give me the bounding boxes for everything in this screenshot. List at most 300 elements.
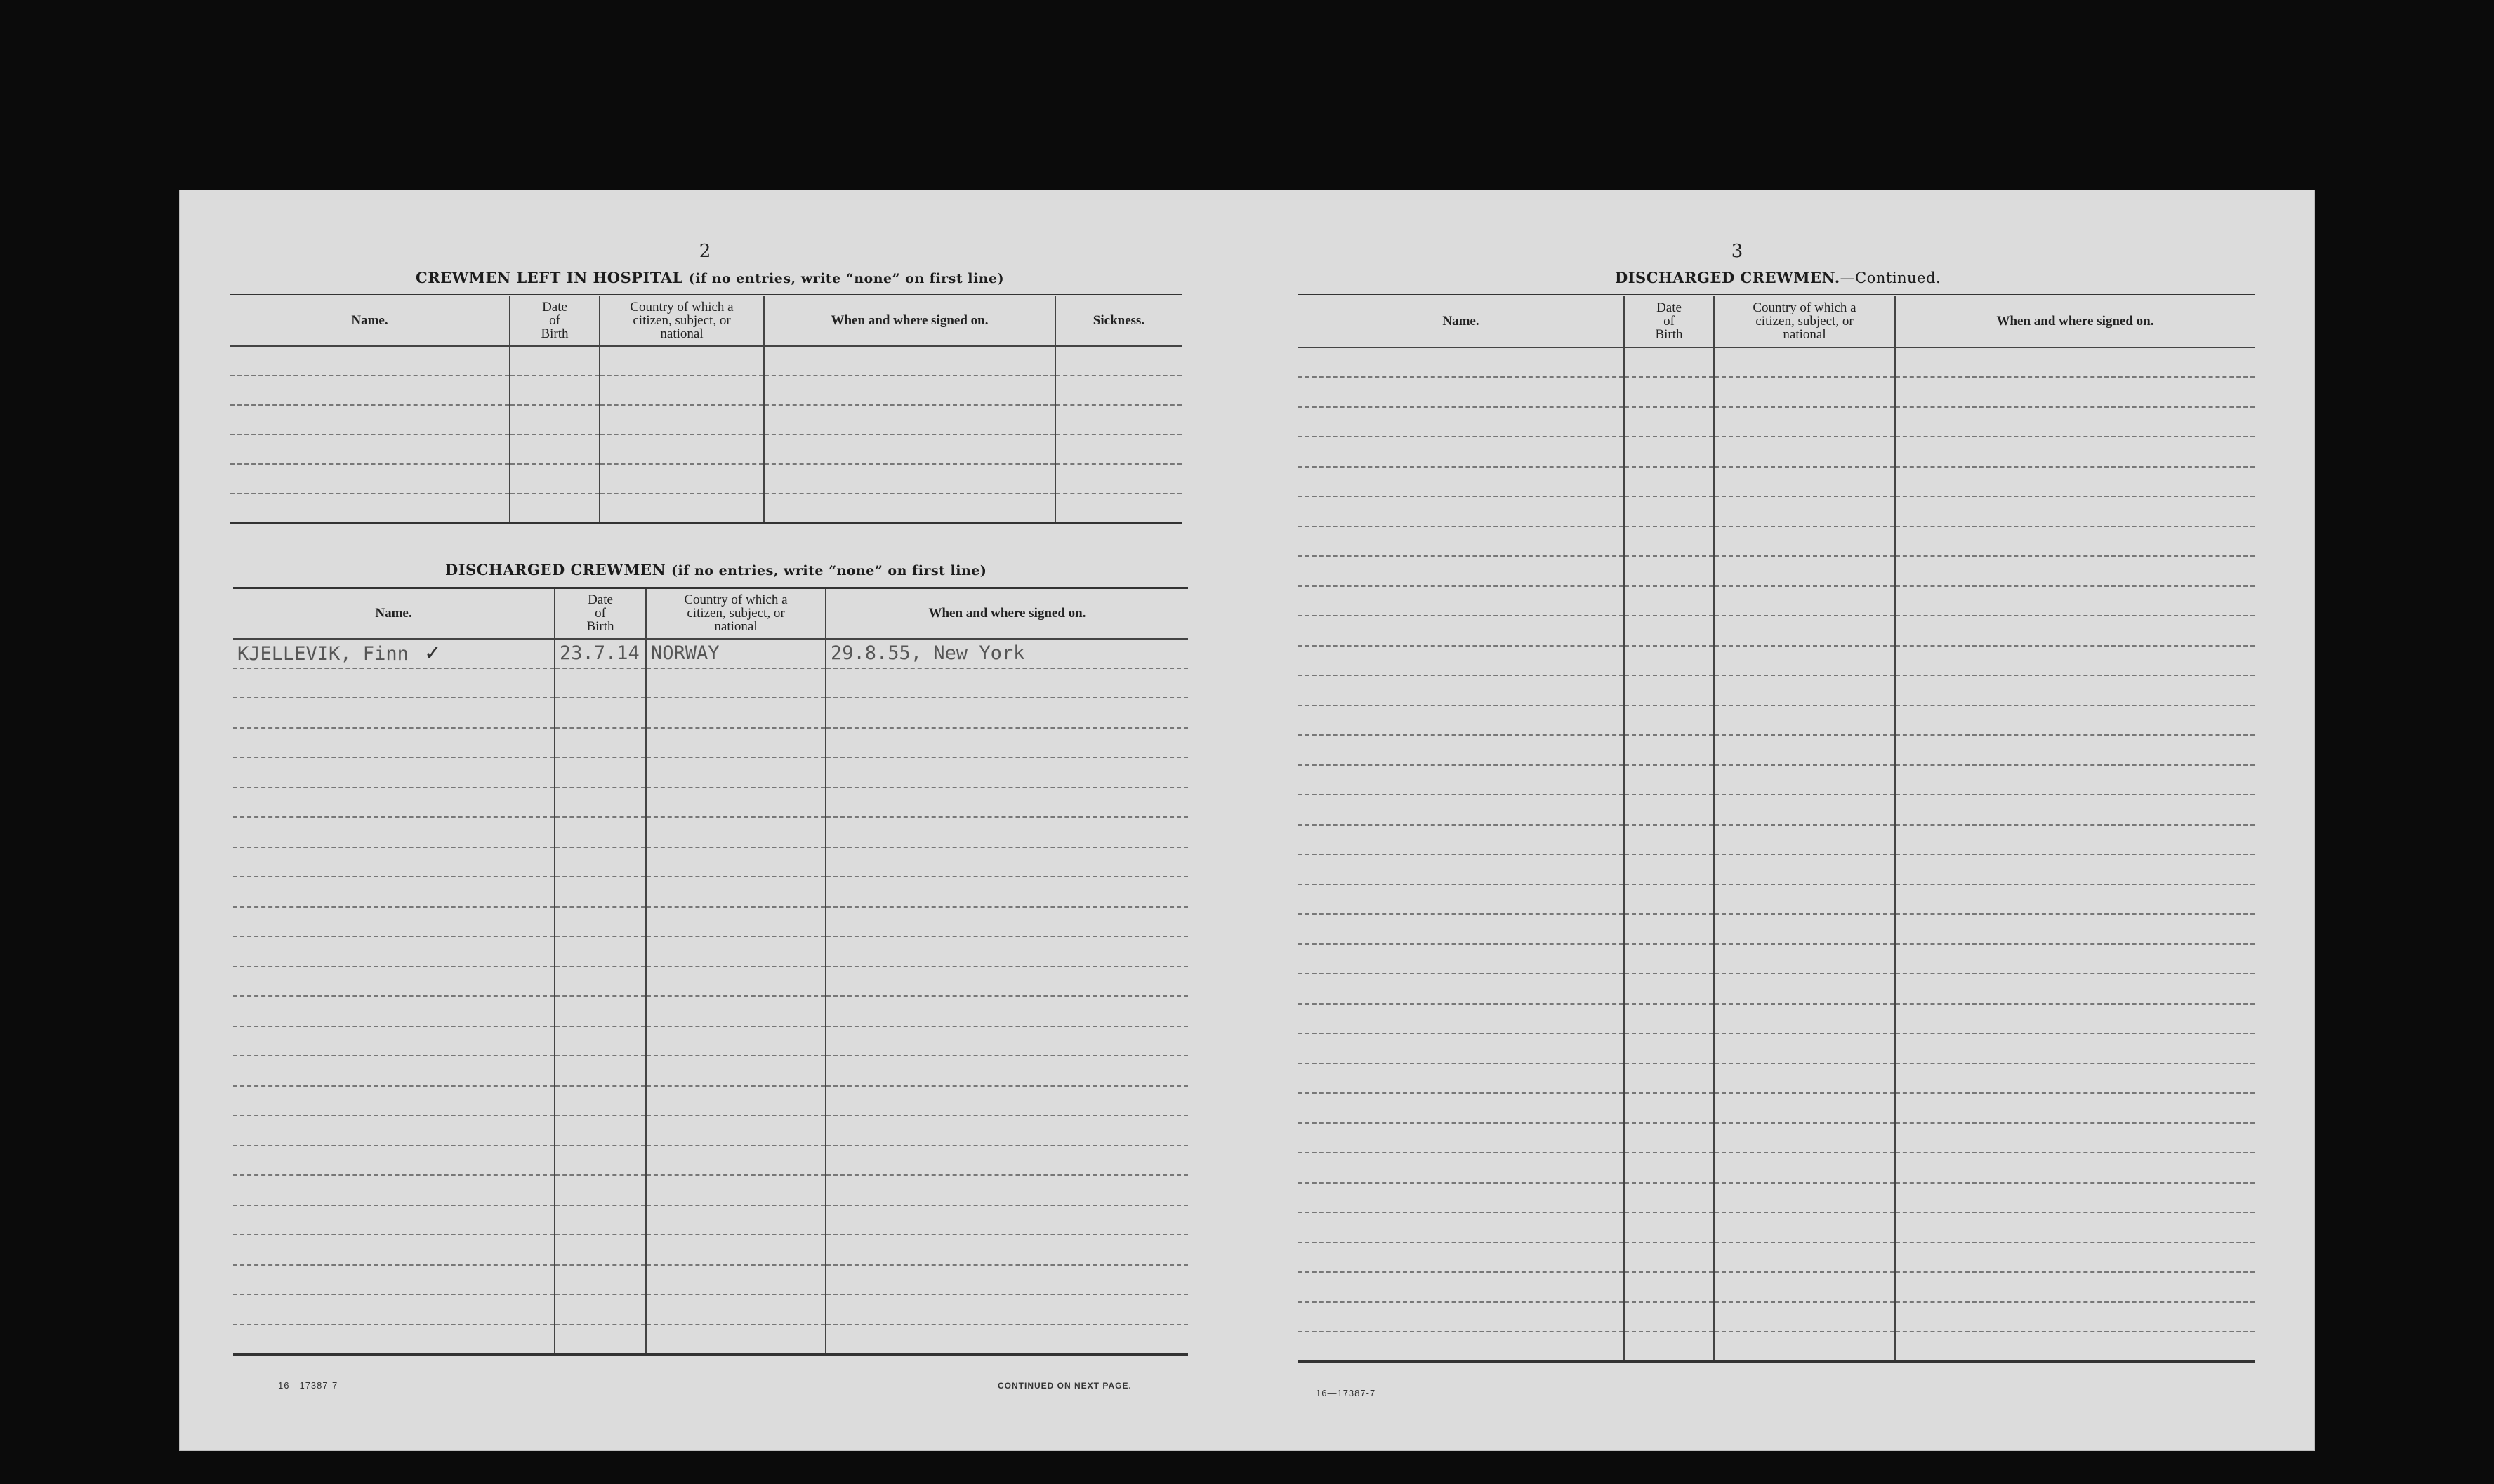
empty-cell bbox=[1714, 496, 1895, 526]
empty-cell bbox=[233, 967, 555, 997]
form-code: 16—17387-7 bbox=[1316, 1388, 1376, 1398]
table-row bbox=[1298, 825, 2255, 855]
empty-cell bbox=[1714, 377, 1895, 407]
table-row bbox=[1298, 1123, 2255, 1153]
col-header-name: Name. bbox=[233, 588, 555, 639]
empty-cell bbox=[555, 1205, 646, 1235]
empty-cell bbox=[1624, 1004, 1714, 1034]
empty-cell bbox=[826, 847, 1188, 877]
page-number: 2 bbox=[699, 241, 711, 262]
empty-cell bbox=[1624, 467, 1714, 497]
table-row bbox=[233, 668, 1188, 698]
empty-cell bbox=[826, 1235, 1188, 1265]
empty-cell bbox=[1055, 346, 1182, 376]
empty-cell bbox=[1298, 437, 1624, 467]
empty-cell bbox=[1298, 1033, 1624, 1064]
empty-cell bbox=[1298, 974, 1624, 1004]
table-row bbox=[1298, 1243, 2255, 1273]
empty-cell bbox=[1895, 1004, 2255, 1034]
page-number: 3 bbox=[1731, 241, 1743, 262]
table-row bbox=[1298, 496, 2255, 526]
empty-cell bbox=[233, 757, 555, 788]
table-row bbox=[1298, 1212, 2255, 1243]
empty-cell bbox=[1624, 407, 1714, 437]
table-row bbox=[230, 464, 1182, 493]
empty-cell bbox=[1624, 496, 1714, 526]
empty-cell bbox=[1895, 1183, 2255, 1213]
empty-cell bbox=[646, 847, 826, 877]
table-row bbox=[1298, 765, 2255, 795]
empty-cell bbox=[1298, 556, 1624, 586]
empty-cell bbox=[826, 996, 1188, 1026]
empty-cell bbox=[1895, 1212, 2255, 1243]
empty-cell bbox=[555, 1056, 646, 1086]
empty-cell bbox=[230, 346, 510, 376]
table-row bbox=[1298, 1272, 2255, 1302]
empty-cell bbox=[1714, 1123, 1895, 1153]
empty-cell bbox=[555, 788, 646, 818]
title-continued: —Continued. bbox=[1840, 270, 1941, 286]
empty-cell bbox=[1055, 493, 1182, 523]
table-row bbox=[233, 967, 1188, 997]
discharged-section-title bbox=[445, 561, 987, 578]
empty-cell bbox=[233, 877, 555, 907]
empty-cell bbox=[1298, 1272, 1624, 1302]
table-row bbox=[1298, 377, 2255, 407]
discharged-continued-table bbox=[1298, 294, 2255, 1363]
table-row bbox=[233, 1115, 1188, 1146]
empty-cell bbox=[764, 435, 1055, 464]
empty-cell bbox=[1714, 885, 1895, 915]
col-header-name: Name. bbox=[230, 296, 510, 346]
empty-cell bbox=[1298, 377, 1624, 407]
empty-cell bbox=[826, 788, 1188, 818]
empty-cell bbox=[1298, 705, 1624, 736]
discharged-table bbox=[233, 587, 1188, 1356]
empty-cell bbox=[1714, 646, 1895, 676]
empty-cell bbox=[764, 405, 1055, 435]
right-page bbox=[1247, 190, 2314, 1450]
empty-cell bbox=[1298, 467, 1624, 497]
empty-cell bbox=[646, 1086, 826, 1116]
empty-cell bbox=[1895, 735, 2255, 765]
table-row bbox=[1298, 1183, 2255, 1213]
empty-cell bbox=[233, 668, 555, 698]
hospital-title-text: CREWMEN LEFT IN HOSPITAL bbox=[416, 269, 683, 286]
empty-cell bbox=[1624, 646, 1714, 676]
empty-cell bbox=[1055, 464, 1182, 493]
empty-cell bbox=[555, 1235, 646, 1265]
empty-cell bbox=[646, 1265, 826, 1295]
empty-cell bbox=[555, 907, 646, 937]
empty-cell bbox=[233, 1146, 555, 1176]
table-row bbox=[1298, 944, 2255, 974]
empty-cell bbox=[1298, 1093, 1624, 1123]
entry-name: KJELLEVIK, Finn bbox=[237, 643, 409, 665]
empty-cell bbox=[1298, 1243, 1624, 1273]
empty-cell bbox=[555, 1265, 646, 1295]
empty-cell bbox=[233, 1235, 555, 1265]
empty-cell bbox=[555, 1115, 646, 1146]
empty-cell bbox=[555, 936, 646, 967]
table-row bbox=[1298, 885, 2255, 915]
empty-cell bbox=[1298, 914, 1624, 944]
empty-cell bbox=[233, 1325, 555, 1355]
empty-cell bbox=[1624, 1033, 1714, 1064]
table-row bbox=[1298, 735, 2255, 765]
empty-cell bbox=[1298, 407, 1624, 437]
empty-cell bbox=[510, 405, 600, 435]
empty-cell bbox=[230, 435, 510, 464]
continued-note: CONTINUED ON NEXT PAGE. bbox=[998, 1381, 1132, 1391]
empty-cell bbox=[1714, 526, 1895, 557]
table-row bbox=[1298, 1004, 2255, 1034]
empty-cell bbox=[1298, 735, 1624, 765]
col-header-dob: Date of Birth bbox=[555, 588, 646, 639]
empty-cell bbox=[230, 376, 510, 405]
table-row bbox=[1298, 1064, 2255, 1094]
empty-cell bbox=[1714, 825, 1895, 855]
empty-cell bbox=[1624, 1183, 1714, 1213]
col-header-dob: Date of Birth bbox=[1624, 296, 1714, 347]
table-row bbox=[233, 1325, 1188, 1355]
empty-cell bbox=[555, 1294, 646, 1325]
empty-cell bbox=[1895, 347, 2255, 378]
empty-cell bbox=[1895, 556, 2255, 586]
empty-cell bbox=[1895, 1033, 2255, 1064]
empty-cell bbox=[510, 376, 600, 405]
empty-cell bbox=[555, 877, 646, 907]
empty-cell bbox=[646, 698, 826, 728]
empty-cell bbox=[555, 1146, 646, 1176]
empty-cell bbox=[1298, 854, 1624, 885]
empty-cell bbox=[1895, 646, 2255, 676]
empty-cell bbox=[600, 376, 764, 405]
empty-cell bbox=[646, 668, 826, 698]
empty-cell bbox=[1298, 1064, 1624, 1094]
empty-cell bbox=[1895, 407, 2255, 437]
empty-cell bbox=[646, 996, 826, 1026]
empty-cell bbox=[1714, 944, 1895, 974]
table-row bbox=[230, 435, 1182, 464]
empty-cell bbox=[1624, 1302, 1714, 1332]
empty-cell bbox=[826, 1115, 1188, 1146]
empty-cell bbox=[1298, 646, 1624, 676]
empty-cell bbox=[1298, 765, 1624, 795]
table-row bbox=[1298, 467, 2255, 497]
col-header-signed-on: When and where signed on. bbox=[764, 296, 1055, 346]
empty-cell bbox=[646, 1115, 826, 1146]
empty-cell bbox=[826, 907, 1188, 937]
empty-cell bbox=[1298, 795, 1624, 825]
entry-signed-on: 29.8.55, New York bbox=[826, 639, 1188, 668]
table-row bbox=[1298, 914, 2255, 944]
empty-cell bbox=[1624, 347, 1714, 378]
empty-cell bbox=[1714, 735, 1895, 765]
empty-cell bbox=[555, 757, 646, 788]
empty-cell bbox=[1895, 467, 2255, 497]
col-header-country: Country of which a citizen, subject, or national bbox=[646, 588, 826, 639]
col-header-country: Country of which a citizen, subject, or national bbox=[1714, 296, 1895, 347]
empty-cell bbox=[646, 1026, 826, 1056]
empty-cell bbox=[1714, 1243, 1895, 1273]
empty-cell bbox=[1714, 1332, 1895, 1362]
empty-cell bbox=[1624, 825, 1714, 855]
empty-cell bbox=[646, 757, 826, 788]
empty-cell bbox=[1895, 765, 2255, 795]
empty-cell bbox=[230, 405, 510, 435]
empty-cell bbox=[1298, 616, 1624, 646]
table-row bbox=[1298, 675, 2255, 705]
table-row bbox=[233, 698, 1188, 728]
empty-cell bbox=[555, 1026, 646, 1056]
table-row bbox=[233, 788, 1188, 818]
empty-cell bbox=[646, 877, 826, 907]
empty-cell bbox=[555, 1086, 646, 1116]
table-row bbox=[1298, 616, 2255, 646]
empty-cell bbox=[1298, 1332, 1624, 1362]
empty-cell bbox=[233, 1175, 555, 1205]
empty-cell bbox=[1298, 825, 1624, 855]
empty-cell bbox=[646, 1325, 826, 1355]
empty-cell bbox=[1624, 616, 1714, 646]
empty-cell bbox=[646, 1056, 826, 1086]
empty-cell bbox=[764, 346, 1055, 376]
check-mark-icon: ✓ bbox=[423, 641, 442, 665]
empty-cell bbox=[826, 757, 1188, 788]
empty-cell bbox=[646, 1146, 826, 1176]
empty-cell bbox=[764, 376, 1055, 405]
empty-cell bbox=[1055, 435, 1182, 464]
empty-cell bbox=[233, 1294, 555, 1325]
empty-cell bbox=[1895, 437, 2255, 467]
table-row bbox=[1298, 795, 2255, 825]
empty-cell bbox=[826, 967, 1188, 997]
table-row bbox=[233, 639, 1188, 668]
empty-cell bbox=[1624, 1123, 1714, 1153]
empty-cell bbox=[1624, 974, 1714, 1004]
table-row bbox=[1298, 705, 2255, 736]
empty-cell bbox=[600, 346, 764, 376]
empty-cell bbox=[1895, 616, 2255, 646]
empty-cell bbox=[600, 435, 764, 464]
empty-cell bbox=[1624, 1272, 1714, 1302]
empty-cell bbox=[1298, 496, 1624, 526]
empty-cell bbox=[1895, 675, 2255, 705]
empty-cell bbox=[1624, 1093, 1714, 1123]
empty-cell bbox=[510, 464, 600, 493]
empty-cell bbox=[826, 1056, 1188, 1086]
discharged-continued-title bbox=[1615, 269, 1941, 286]
empty-cell bbox=[646, 967, 826, 997]
empty-cell bbox=[1298, 1153, 1624, 1183]
table-row bbox=[1298, 1332, 2255, 1362]
table-row bbox=[1298, 974, 2255, 1004]
empty-cell bbox=[826, 1325, 1188, 1355]
document-sheet bbox=[179, 190, 2315, 1451]
empty-cell bbox=[646, 728, 826, 758]
empty-cell bbox=[1624, 586, 1714, 616]
empty-cell bbox=[233, 847, 555, 877]
entry-country: NORWAY bbox=[646, 639, 826, 668]
empty-cell bbox=[1298, 1302, 1624, 1332]
empty-cell bbox=[1624, 705, 1714, 736]
empty-cell bbox=[1895, 885, 2255, 915]
empty-cell bbox=[1714, 1302, 1895, 1332]
empty-cell bbox=[1895, 1332, 2255, 1362]
empty-cell bbox=[1714, 1212, 1895, 1243]
hospital-title-note: (if no entries, write “none” on first line) bbox=[688, 271, 1005, 286]
table-row bbox=[233, 728, 1188, 758]
empty-cell bbox=[1714, 586, 1895, 616]
empty-cell bbox=[646, 907, 826, 937]
empty-cell bbox=[1895, 1093, 2255, 1123]
empty-cell bbox=[1714, 1004, 1895, 1034]
empty-cell bbox=[233, 996, 555, 1026]
empty-cell bbox=[1298, 944, 1624, 974]
entry-name-cell bbox=[233, 639, 555, 668]
empty-cell bbox=[555, 1325, 646, 1355]
empty-cell bbox=[646, 1235, 826, 1265]
col-header-dob: Date of Birth bbox=[510, 296, 600, 346]
empty-cell bbox=[1624, 1212, 1714, 1243]
empty-cell bbox=[1714, 705, 1895, 736]
empty-cell bbox=[510, 435, 600, 464]
empty-cell bbox=[826, 1265, 1188, 1295]
empty-cell bbox=[600, 493, 764, 523]
empty-cell bbox=[600, 464, 764, 493]
empty-cell bbox=[1714, 1033, 1895, 1064]
table-row bbox=[230, 346, 1182, 376]
table-row bbox=[1298, 407, 2255, 437]
empty-cell bbox=[233, 1265, 555, 1295]
empty-cell bbox=[1714, 854, 1895, 885]
hospital-section-title bbox=[416, 269, 1004, 286]
table-row bbox=[230, 493, 1182, 523]
empty-cell bbox=[1624, 1153, 1714, 1183]
table-row bbox=[233, 1175, 1188, 1205]
empty-cell bbox=[1298, 347, 1624, 378]
empty-cell bbox=[233, 936, 555, 967]
empty-cell bbox=[230, 493, 510, 523]
empty-cell bbox=[1895, 496, 2255, 526]
table-row bbox=[230, 376, 1182, 405]
empty-cell bbox=[1624, 437, 1714, 467]
empty-cell bbox=[1895, 1243, 2255, 1273]
empty-cell bbox=[1714, 974, 1895, 1004]
empty-cell bbox=[826, 877, 1188, 907]
empty-cell bbox=[646, 1294, 826, 1325]
empty-cell bbox=[1298, 675, 1624, 705]
empty-cell bbox=[826, 1175, 1188, 1205]
empty-cell bbox=[1624, 1243, 1714, 1273]
empty-cell bbox=[646, 788, 826, 818]
empty-cell bbox=[1624, 735, 1714, 765]
empty-cell bbox=[1055, 376, 1182, 405]
empty-cell bbox=[826, 1146, 1188, 1176]
empty-cell bbox=[1895, 526, 2255, 557]
empty-cell bbox=[1895, 1123, 2255, 1153]
empty-cell bbox=[646, 1205, 826, 1235]
empty-cell bbox=[1714, 407, 1895, 437]
empty-cell bbox=[1714, 1064, 1895, 1094]
empty-cell bbox=[826, 1026, 1188, 1056]
empty-cell bbox=[826, 1205, 1188, 1235]
title-text: DISCHARGED CREWMEN. bbox=[1615, 269, 1840, 286]
empty-cell bbox=[1895, 944, 2255, 974]
empty-cell bbox=[1895, 854, 2255, 885]
empty-cell bbox=[1895, 914, 2255, 944]
col-header-signed-on: When and where signed on. bbox=[1895, 296, 2255, 347]
empty-cell bbox=[555, 847, 646, 877]
empty-cell bbox=[1624, 944, 1714, 974]
empty-cell bbox=[826, 936, 1188, 967]
empty-cell bbox=[1895, 825, 2255, 855]
empty-cell bbox=[1714, 765, 1895, 795]
empty-cell bbox=[1714, 1183, 1895, 1213]
empty-cell bbox=[1895, 1153, 2255, 1183]
empty-cell bbox=[1624, 1064, 1714, 1094]
table-row bbox=[233, 1026, 1188, 1056]
empty-cell bbox=[764, 464, 1055, 493]
empty-cell bbox=[233, 1205, 555, 1235]
table-row bbox=[1298, 556, 2255, 586]
empty-cell bbox=[1895, 377, 2255, 407]
col-header-country: Country of which a citizen, subject, or national bbox=[600, 296, 764, 346]
empty-cell bbox=[1714, 675, 1895, 705]
empty-cell bbox=[1895, 586, 2255, 616]
empty-cell bbox=[826, 698, 1188, 728]
empty-cell bbox=[555, 668, 646, 698]
empty-cell bbox=[764, 493, 1055, 523]
empty-cell bbox=[1298, 526, 1624, 557]
empty-cell bbox=[555, 728, 646, 758]
col-header-signed-on: When and where signed on. bbox=[826, 588, 1188, 639]
table-row bbox=[233, 877, 1188, 907]
empty-cell bbox=[1624, 885, 1714, 915]
table-row bbox=[233, 1235, 1188, 1265]
empty-cell bbox=[1895, 1272, 2255, 1302]
empty-cell bbox=[233, 698, 555, 728]
table-row bbox=[1298, 1153, 2255, 1183]
table-row bbox=[233, 1265, 1188, 1295]
empty-cell bbox=[1298, 1123, 1624, 1153]
table-row bbox=[233, 1205, 1188, 1235]
table-row bbox=[233, 996, 1188, 1026]
empty-cell bbox=[1714, 437, 1895, 467]
empty-cell bbox=[826, 817, 1188, 847]
empty-cell bbox=[1895, 1302, 2255, 1332]
empty-cell bbox=[1624, 765, 1714, 795]
table-row bbox=[233, 817, 1188, 847]
empty-cell bbox=[1714, 1153, 1895, 1183]
empty-cell bbox=[1298, 1004, 1624, 1034]
left-page bbox=[180, 190, 1247, 1450]
empty-cell bbox=[1714, 1272, 1895, 1302]
empty-cell bbox=[826, 1086, 1188, 1116]
empty-cell bbox=[555, 698, 646, 728]
empty-cell bbox=[1714, 616, 1895, 646]
empty-cell bbox=[233, 907, 555, 937]
empty-cell bbox=[510, 346, 600, 376]
discharged-title-note: (if no entries, write “none” on first line) bbox=[671, 563, 987, 578]
empty-cell bbox=[233, 1115, 555, 1146]
empty-cell bbox=[1895, 974, 2255, 1004]
empty-cell bbox=[233, 1056, 555, 1086]
empty-cell bbox=[1714, 914, 1895, 944]
table-row bbox=[230, 405, 1182, 435]
empty-cell bbox=[826, 668, 1188, 698]
